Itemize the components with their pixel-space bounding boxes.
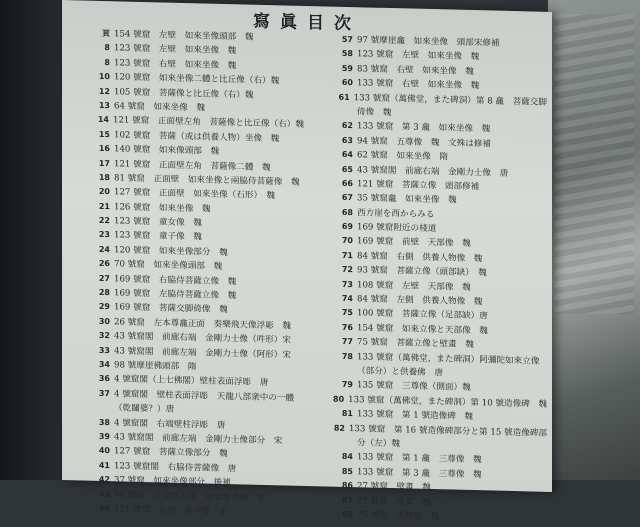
page-number: 28 bbox=[98, 287, 110, 298]
entry-text: 133 號窟 第 1 龕 三尊像 魏 bbox=[357, 452, 482, 466]
entry-text: 93 號窟 菩薩立像（頭部缺） 魏 bbox=[357, 265, 487, 279]
entry-text: 123 號窟 右壁 如來坐像 魏 bbox=[114, 58, 237, 72]
page-number: 65 bbox=[341, 164, 353, 174]
page-number: 61 bbox=[338, 92, 350, 102]
page-number: 42 bbox=[98, 475, 110, 485]
entry-text: 27 號窟 壁畫 魏 bbox=[357, 495, 431, 508]
entry-text: 133 號窟 第 3 龕 如來坐像 魏 bbox=[357, 121, 491, 135]
entry-text: 37 號窟 如來坐像部分 後補 bbox=[114, 475, 231, 489]
page-number: 88 bbox=[341, 509, 353, 520]
page-number: 44 bbox=[98, 503, 110, 514]
page-number: 26 bbox=[98, 259, 110, 269]
entry-text: 90 號窟 正面壁左側 伽葉尊者像 宋 bbox=[114, 489, 266, 504]
entry-text: 26 號窟 左本尊龕正面 奏樂飛天像浮彫 魏 bbox=[114, 317, 291, 332]
page-number: 37 bbox=[98, 388, 110, 398]
entry-text: 120 號窟 如來坐像二體と比丘像（右）魏 bbox=[114, 72, 280, 87]
entry-text: 133 號窟（萬佛堂，また碑洞）第 10 號造像碑 魏 bbox=[348, 394, 547, 410]
contents-left-column bbox=[84, 27, 304, 522]
page-number: 86 bbox=[341, 480, 353, 491]
entry-text: 154 號窟 如來立像と天部像 魏 bbox=[357, 323, 488, 337]
entry-text: 169 號窟 菩薩交脚倚像 魏 bbox=[114, 302, 228, 316]
entry-text: 154 號窟 左壁 如來坐像頭部 魏 bbox=[114, 29, 254, 43]
page-number: 13 bbox=[98, 100, 110, 111]
page-number: 39 bbox=[98, 431, 110, 442]
page-number: 40 bbox=[98, 446, 110, 456]
page-number: 21 bbox=[98, 201, 110, 211]
entry-text: 108 號窟 左壁 天部像 魏 bbox=[357, 279, 471, 293]
page-number: 43 bbox=[98, 489, 110, 499]
page-number: 68 bbox=[341, 207, 353, 217]
entry-text: 64 號窟 如來坐像 魏 bbox=[114, 101, 206, 114]
entry-text: 121 號窟 菩薩立像 頭部修補 bbox=[357, 179, 480, 193]
photo-plate bbox=[548, 0, 640, 480]
entry-text: 121 號窟 右壁 弟子像 宋 bbox=[114, 504, 228, 517]
entry-text: 169 號窟 右脇侍菩薩立像 魏 bbox=[114, 273, 237, 287]
contents-right-column bbox=[327, 32, 547, 527]
entry-text: 4 號窟閣（上七佛閣）壁柱表面浮彫 唐 bbox=[114, 374, 269, 389]
entry-text: 70 號窟 如來坐像頭部 魏 bbox=[114, 259, 223, 273]
entry-text: 43 號窟閣 前廊右端 金剛力士像 唐 bbox=[357, 164, 509, 179]
entry-text: 西方崖を西からみる bbox=[357, 207, 435, 220]
page-number: 36 bbox=[98, 374, 110, 384]
page-number: 60 bbox=[341, 78, 353, 88]
entry-text: 133 號窟 第 3 龕 三尊像 魏 bbox=[357, 466, 482, 480]
entry-text: 102 號窟 菩薩（或は供養人物）坐像 魏 bbox=[114, 130, 280, 145]
page-number: 63 bbox=[341, 135, 353, 145]
page-number: 15 bbox=[98, 129, 110, 139]
desk-background bbox=[0, 0, 70, 480]
entry-text: 123 號窟 左壁 如來坐像 魏 bbox=[114, 43, 237, 57]
entry-text: 133 號窟 第 1 號造像碑 魏 bbox=[357, 409, 474, 423]
book-page bbox=[62, 0, 552, 523]
photo-plate-texture bbox=[554, 14, 634, 314]
entry-text: 97 號摩崖龕 如來坐像 頭部宋修補 bbox=[357, 35, 500, 49]
page-number: 16 bbox=[98, 144, 110, 154]
page-number: 75 bbox=[341, 308, 353, 318]
entry-text: 127 號窟 菩薩立像部分 魏 bbox=[114, 446, 228, 460]
page-number: 77 bbox=[341, 337, 353, 347]
page-number: 79 bbox=[341, 380, 353, 390]
entry-text: 120 號窟 如來坐像部分 魏 bbox=[114, 245, 228, 258]
entry-text: 27 號窟 壁畫 魏 bbox=[357, 481, 431, 494]
entry-text: 133 號窟 右壁 如來坐像 魏 bbox=[357, 78, 480, 92]
entry-text: 75 號窟 菩薩立像と壁畫 魏 bbox=[357, 337, 474, 351]
entry-text: 140 號窟 如來像頭部 魏 bbox=[114, 144, 220, 157]
entry-text: 121 號窟 正面壁左角 菩薩像と比丘像（右）魏 bbox=[112, 115, 304, 131]
entry-text: 169 號窟附近の棧道 bbox=[357, 222, 437, 235]
entry-text: 43 號窟閣 前廊左端 金剛力士像部分 宋 bbox=[114, 432, 283, 447]
entry-text: 133 號窟 第 16 號造像碑部分と第 15 號造像碑部 bbox=[348, 423, 547, 439]
page-number: 18 bbox=[98, 172, 110, 183]
page-number: 頁 bbox=[102, 28, 110, 39]
page-number: 58 bbox=[341, 49, 353, 59]
page-number: 59 bbox=[341, 63, 353, 73]
page-number: 41 bbox=[98, 460, 110, 470]
page-number: 29 bbox=[98, 302, 110, 312]
page-number: 32 bbox=[98, 331, 110, 341]
page-number: 8 bbox=[104, 43, 110, 53]
page-number: 81 bbox=[341, 408, 353, 419]
entry-text: 135 號窟 三尊像（側面）魏 bbox=[357, 380, 471, 394]
entry-text: 98 號摩崖佛頭部 隋 bbox=[114, 360, 197, 373]
page-number: 23 bbox=[98, 230, 110, 240]
page-number: 84 bbox=[341, 452, 353, 462]
entry-text: 127 號窟 正面壁 如來坐像（石形） 魏 bbox=[114, 187, 275, 202]
page-title: 寫眞目次 bbox=[253, 11, 361, 35]
page-number: 27 bbox=[98, 273, 110, 283]
entry-text: 84 號窟 右側 供養人物像 魏 bbox=[357, 251, 483, 265]
entry-text: 126 號窟 如來坐像 魏 bbox=[114, 201, 211, 215]
page-number: 71 bbox=[341, 250, 353, 260]
page-number: 62 bbox=[341, 121, 353, 131]
entry-text: 81 號窟 正面壁 如來坐像と兩脇侍菩薩像 魏 bbox=[114, 173, 300, 188]
page-number: 66 bbox=[341, 178, 353, 189]
entry-text: 121 號窟 正面壁左角 菩薩像二體 魏 bbox=[114, 158, 271, 173]
page-number: 10 bbox=[98, 72, 110, 82]
entry-text: 43 號窟閣 前廊左端 金剛力士像（阿形）宋 bbox=[114, 345, 291, 361]
entry-text: 分（左）魏 bbox=[357, 438, 400, 450]
page-number: 24 bbox=[98, 244, 110, 255]
entry-text: （乾闥婆？）唐 bbox=[114, 403, 175, 415]
entry-text: 133 號窟（萬佛堂，また碑洞）第 8 龕 菩薩交脚 bbox=[353, 92, 547, 108]
entry-text: 83 號窟 右壁 如來坐像 魏 bbox=[357, 63, 474, 77]
page-number: 64 bbox=[341, 149, 353, 160]
page-number: 85 bbox=[341, 466, 353, 476]
entry-text: 100 號窟 菩薩立像（足部缺）唐 bbox=[357, 308, 488, 322]
page-number: 74 bbox=[341, 293, 353, 304]
page-number: 38 bbox=[98, 417, 110, 427]
entry-text: 84 號窟 左側 供養人物像 魏 bbox=[357, 294, 483, 308]
page-number: 34 bbox=[98, 359, 110, 370]
entry-text: 123 號窟 童女像 魏 bbox=[114, 216, 202, 229]
page-number: 57 bbox=[341, 34, 353, 45]
page-number: 78 bbox=[341, 351, 353, 361]
page-number: 17 bbox=[98, 158, 110, 168]
page-number: 80 bbox=[333, 394, 345, 404]
page-number: 70 bbox=[341, 236, 353, 246]
page-number: 22 bbox=[98, 215, 110, 226]
page-number: 82 bbox=[333, 423, 345, 433]
entry-text: 4 號窟閣 壁柱表面浮彫 天龍八部衆中の一體 bbox=[114, 389, 295, 404]
page-number: 72 bbox=[341, 265, 353, 275]
entry-text: 倚像 魏 bbox=[357, 107, 392, 119]
entry-text: （部分）と供養佛 唐 bbox=[357, 366, 443, 379]
page-number: 76 bbox=[341, 322, 353, 332]
page-number: 12 bbox=[98, 86, 110, 96]
page-number: 20 bbox=[98, 187, 110, 197]
page-number: 69 bbox=[341, 221, 353, 232]
page-number: 33 bbox=[98, 345, 110, 355]
entry-text: 123 號窟 童子像 魏 bbox=[114, 230, 202, 243]
entry-text: 133 號窟（萬佛堂，また碑洞）阿彌陀如來立像 bbox=[357, 351, 540, 367]
page-number: 67 bbox=[341, 193, 353, 203]
entry-text: 169 號窟 左脇侍菩薩立像 魏 bbox=[114, 288, 237, 302]
page-number: 8 bbox=[104, 57, 110, 67]
page-number: 87 bbox=[341, 495, 353, 505]
entry-text: 35 號窟龕 如來坐像 魏 bbox=[357, 193, 457, 206]
entry-text: 94 號窟 五尊像 魏 文殊は修補 bbox=[357, 135, 491, 150]
entry-text: 123 號窟 左壁 如來坐像 魏 bbox=[357, 49, 480, 63]
entry-text: 4 號窟閣 右端壁柱浮彫 唐 bbox=[114, 417, 226, 431]
entry-text: 43 號窟閣 前廊右端 金剛力士像（吽形）宋 bbox=[114, 331, 291, 346]
entry-text: 123 號窟閣 右脇侍菩薩像 唐 bbox=[114, 460, 237, 474]
entry-text: 62 號窟 如來坐像 隋 bbox=[357, 150, 449, 163]
page-number: 30 bbox=[98, 316, 110, 326]
entry-text: 75 號窟 天井畫 魏 bbox=[357, 510, 440, 523]
entry-text: 169 號窟 前壁 天部像 魏 bbox=[357, 236, 471, 250]
entry-text: 105 號窟 菩薩像と比丘像（右）魏 bbox=[114, 86, 254, 101]
page-number: 14 bbox=[97, 115, 109, 125]
page-number: 73 bbox=[341, 279, 353, 289]
